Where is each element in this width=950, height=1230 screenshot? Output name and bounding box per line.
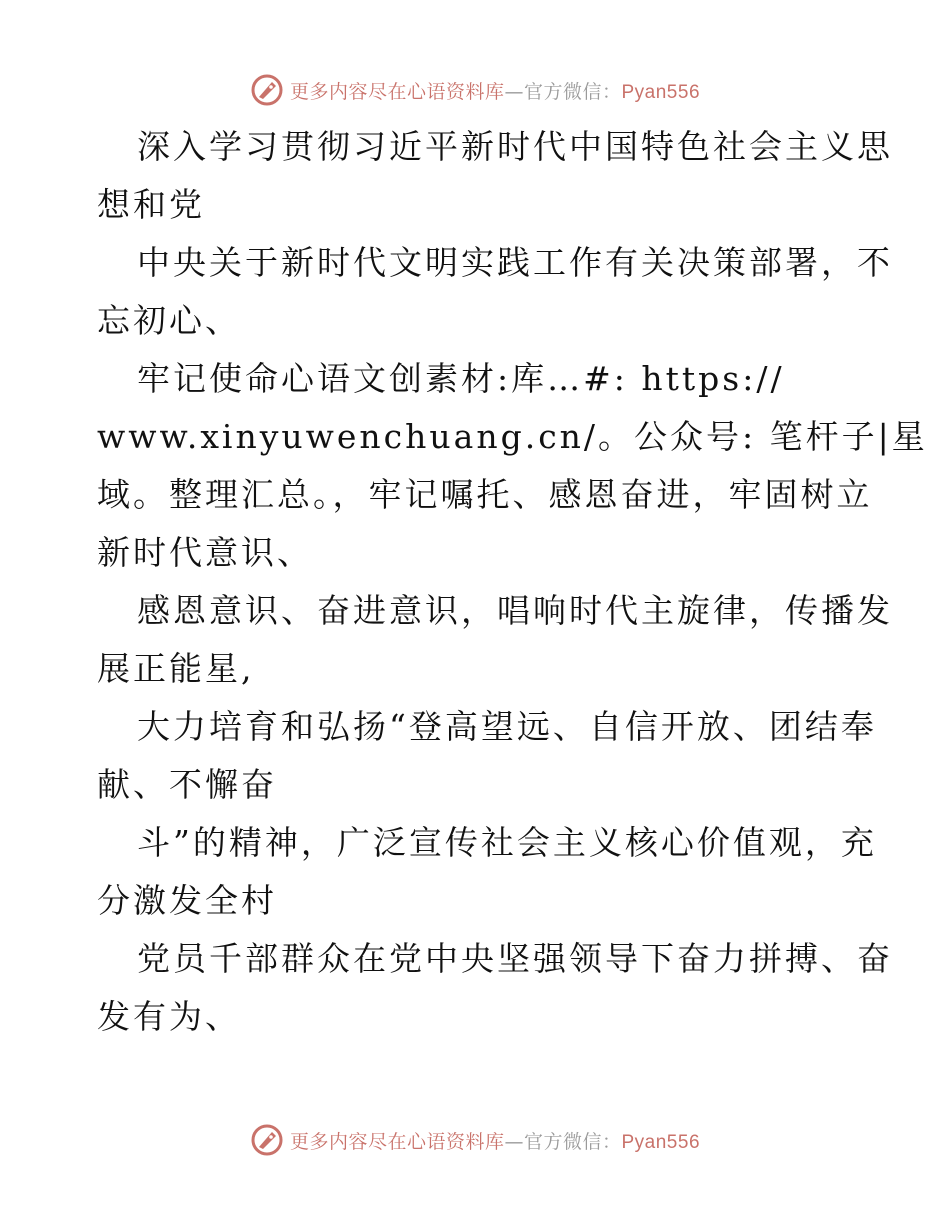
text-line: 深入学习贯彻习近平新时代中国特色社会主义思 [137,127,893,166]
text-line: 想和党 [97,185,205,224]
text-line: www.xinyuwenchuang.cn/。公众号: 笔杆子|星 [97,417,928,456]
footer-banner [0,1120,950,1160]
text-line: 域。整理汇总。，牢记嘱托、感恩奋进，牢固树立 [97,475,873,514]
pen-nib-logo-icon [250,73,284,107]
text-line: 分激发全村 [97,881,277,920]
text-line: 党员千部群众在党中央坚强领导下奋力拼搏、奋 [137,939,893,978]
text-line: 斗”的精神，广泛宣传社会主义核心价值观，充 [137,823,877,862]
text-line: 献、不懈奋 [97,765,277,804]
banner-title: 更多内容尽在心语资料库—官方微信：Pyan556 [289,1130,701,1153]
text-line: 新时代意识、 [97,533,313,572]
header-banner [0,70,950,110]
banner-title: 更多内容尽在心语资料库—官方微信：Pyan556 [289,80,701,103]
text-line: 大力培育和弘扬“登高望远、自信开放、团结奉 [137,707,877,746]
text-line: 发有为、 [97,997,241,1036]
text-line: 中央关于新时代文明实践工作有关决策部署，不 [137,243,893,282]
pen-nib-logo-icon [250,1123,284,1157]
text-line: 感恩意识、奋进意识，唱响时代主旋律，传播发 [137,591,893,630]
text-line: 展正能星, [97,649,255,688]
document-body [97,118,928,1046]
text-line: 牢记使命心语文创素材:库…#: https:// [137,359,785,398]
text-line: 忘初心、 [97,301,241,340]
